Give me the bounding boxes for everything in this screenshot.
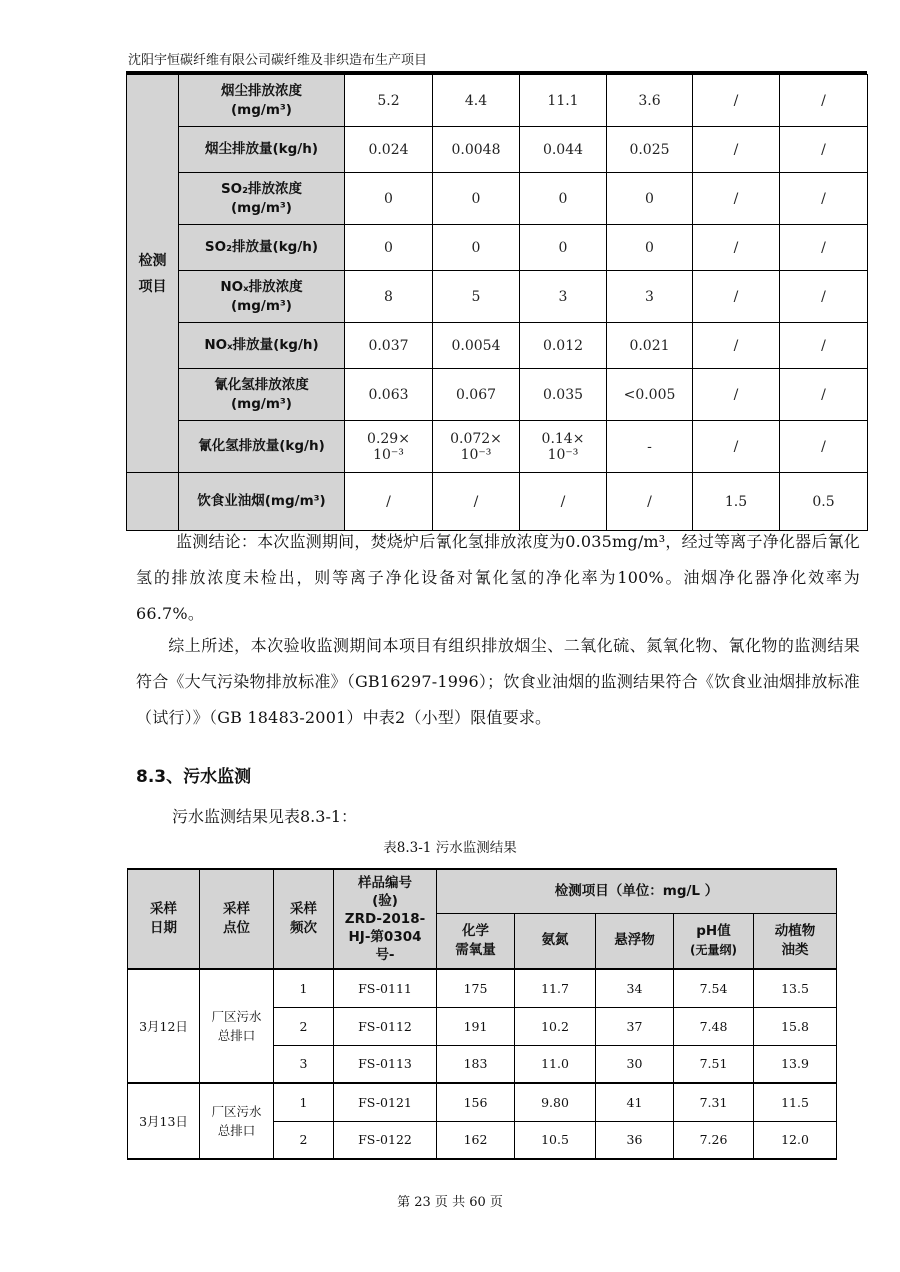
value-cell: 0.044 xyxy=(520,127,607,173)
category-cell-empty xyxy=(127,473,179,531)
frequency-cell: 2 xyxy=(274,1007,334,1045)
value-cell: 0.024 xyxy=(345,127,433,173)
wastewater-results-table xyxy=(127,868,837,1160)
value-cell: 0.021 xyxy=(607,323,693,369)
value-cell: 0.0054 xyxy=(433,323,520,369)
value-cell: 0 xyxy=(345,173,433,225)
ss-cell: 41 xyxy=(596,1083,674,1121)
value-cell: 0.072× 10⁻³ xyxy=(433,421,520,473)
value-cell: 3 xyxy=(520,271,607,323)
value-cell: 8 xyxy=(345,271,433,323)
sampling-date-cell: 3月13日 xyxy=(128,1083,200,1159)
value-cell: / xyxy=(345,473,433,531)
value-cell: <0.005 xyxy=(607,369,693,421)
frequency-cell: 2 xyxy=(274,1121,334,1159)
monitoring-conclusion-paragraph xyxy=(136,524,860,632)
item-label: 饮食业油烟(mg/m³) xyxy=(179,473,345,531)
value-cell: 0.035 xyxy=(520,369,607,421)
value-cell: / xyxy=(693,225,780,271)
value-cell: / xyxy=(520,473,607,531)
header-test-items: 检测项目（单位：mg/L ） xyxy=(437,869,837,913)
cod-cell: 162 xyxy=(437,1121,515,1159)
value-cell: / xyxy=(693,271,780,323)
cod-cell: 175 xyxy=(437,969,515,1007)
value-cell: 0.14× 10⁻³ xyxy=(520,421,607,473)
value-cell: / xyxy=(780,75,868,127)
value-cell: 0 xyxy=(607,173,693,225)
oil-cell: 15.8 xyxy=(754,1007,837,1045)
value-cell: 1.5 xyxy=(693,473,780,531)
table-row xyxy=(128,969,837,1007)
frequency-cell: 1 xyxy=(274,969,334,1007)
value-cell: / xyxy=(780,225,868,271)
emission-table-row xyxy=(127,271,868,323)
emission-table-row xyxy=(127,75,868,127)
value-cell: / xyxy=(693,323,780,369)
frequency-cell: 3 xyxy=(274,1045,334,1083)
category-cell: 检测 项目 xyxy=(127,75,179,473)
value-cell: / xyxy=(607,473,693,531)
ammonia-cell: 10.5 xyxy=(515,1121,596,1159)
ph-cell: 7.48 xyxy=(674,1007,754,1045)
cod-cell: 183 xyxy=(437,1045,515,1083)
value-cell: / xyxy=(693,127,780,173)
ph-label: pH值 xyxy=(696,922,731,939)
table-caption: 表8.3-1 污水监测结果 xyxy=(383,840,517,856)
cod-cell: 156 xyxy=(437,1083,515,1121)
value-cell: - xyxy=(607,421,693,473)
value-cell: 0 xyxy=(520,225,607,271)
value-cell: 5.2 xyxy=(345,75,433,127)
emission-table-row xyxy=(127,473,868,531)
header-sampling-location: 采样 点位 xyxy=(200,869,274,969)
value-cell: / xyxy=(780,323,868,369)
header-sample-number: 样品编号 (验) ZRD-2018- HJ-第0304 号- xyxy=(334,869,437,969)
item-label: 氰化氢排放量(kg/h) xyxy=(179,421,345,473)
cod-cell: 191 xyxy=(437,1007,515,1045)
ss-cell: 34 xyxy=(596,969,674,1007)
page-footer: 第 23 页 共 60 页 xyxy=(397,1195,503,1210)
value-cell: 0.29× 10⁻³ xyxy=(345,421,433,473)
ph-cell: 7.54 xyxy=(674,969,754,1007)
ammonia-cell: 11.7 xyxy=(515,969,596,1007)
value-cell: / xyxy=(693,75,780,127)
ph-cell: 7.26 xyxy=(674,1121,754,1159)
value-cell: / xyxy=(780,421,868,473)
emission-results-table xyxy=(126,74,868,531)
frequency-cell: 1 xyxy=(274,1083,334,1121)
oil-cell: 11.5 xyxy=(754,1083,837,1121)
emission-table-row xyxy=(127,225,868,271)
value-cell: 0.0048 xyxy=(433,127,520,173)
value-cell: / xyxy=(780,127,868,173)
ss-cell: 37 xyxy=(596,1007,674,1045)
value-cell: 0.5 xyxy=(780,473,868,531)
value-cell: 4.4 xyxy=(433,75,520,127)
value-cell: 0.012 xyxy=(520,323,607,369)
header-oil: 动植物 油类 xyxy=(754,913,837,969)
value-cell: 0.037 xyxy=(345,323,433,369)
ph-cell: 7.51 xyxy=(674,1045,754,1083)
document-header: 沈阳宇恒碳纤维有限公司碳纤维及非织造布生产项目 xyxy=(128,53,428,68)
table-row xyxy=(128,1083,837,1121)
item-label: NOₓ排放浓度 (mg/m³) xyxy=(179,271,345,323)
item-label: SO₂排放浓度 (mg/m³) xyxy=(179,173,345,225)
emission-table-row xyxy=(127,173,868,225)
header-ammonia: 氨氮 xyxy=(515,913,596,969)
sample-number-cell: FS-0113 xyxy=(334,1045,437,1083)
ph-cell: 7.31 xyxy=(674,1083,754,1121)
sample-number-cell: FS-0111 xyxy=(334,969,437,1007)
ss-cell: 30 xyxy=(596,1045,674,1083)
item-label: 烟尘排放量(kg/h) xyxy=(179,127,345,173)
value-cell: / xyxy=(693,173,780,225)
value-cell: 0 xyxy=(520,173,607,225)
item-label: 烟尘排放浓度 (mg/m³) xyxy=(179,75,345,127)
item-label: NOₓ排放量(kg/h) xyxy=(179,323,345,369)
value-cell: / xyxy=(780,271,868,323)
sampling-location-cell: 厂区污水 总排口 xyxy=(200,969,274,1083)
sampling-location-cell: 厂区污水 总排口 xyxy=(200,1083,274,1159)
value-cell: 0 xyxy=(345,225,433,271)
summary-paragraph xyxy=(136,628,860,736)
ph-unit: (无量纲) xyxy=(690,942,737,957)
value-cell: / xyxy=(693,369,780,421)
summary-text: 综上所述，本次验收监测期间本项目有组织排放烟尘、二氧化硫、氮氧化物、氰化物的监测结果符合《大气污染物排放标准》（GB16297-1996）；饮食业油烟的监测结果符合《饮食业油烟排放标准（试行）》（GB 18483-2001）中表2（小型）限值要求。 xyxy=(136,636,860,727)
value-cell: 0 xyxy=(607,225,693,271)
header-cod: 化学 需氧量 xyxy=(437,913,515,969)
value-cell: / xyxy=(693,421,780,473)
ss-cell: 36 xyxy=(596,1121,674,1159)
sampling-date-cell: 3月12日 xyxy=(128,969,200,1083)
emission-table-row xyxy=(127,323,868,369)
sample-number-cell: FS-0112 xyxy=(334,1007,437,1045)
value-cell: / xyxy=(433,473,520,531)
value-cell: 3 xyxy=(607,271,693,323)
ammonia-cell: 9.80 xyxy=(515,1083,596,1121)
header-sampling-frequency: 采样 频次 xyxy=(274,869,334,969)
value-cell: / xyxy=(780,369,868,421)
emission-table-row xyxy=(127,127,868,173)
value-cell: 5 xyxy=(433,271,520,323)
value-cell: 0 xyxy=(433,225,520,271)
header-sampling-date: 采样 日期 xyxy=(128,869,200,969)
value-cell: 0.063 xyxy=(345,369,433,421)
sample-number-cell: FS-0121 xyxy=(334,1083,437,1121)
oil-cell: 12.0 xyxy=(754,1121,837,1159)
emission-table-row xyxy=(127,421,868,473)
value-cell: 0.025 xyxy=(607,127,693,173)
sample-number-cell: FS-0122 xyxy=(334,1121,437,1159)
conclusion-text: 监测结论：本次监测期间，焚烧炉后氰化氢排放浓度为0.035mg/m³，经过等离子净化器后氰化氢的排放浓度未检出，则等离子净化设备对氰化氢的净化率为100%。油烟净化器净化效率为66.7%。 xyxy=(136,532,860,623)
header-ph xyxy=(674,913,754,969)
item-label: SO₂排放量(kg/h) xyxy=(179,225,345,271)
ammonia-cell: 11.0 xyxy=(515,1045,596,1083)
value-cell: 0 xyxy=(433,173,520,225)
header-suspended-solids: 悬浮物 xyxy=(596,913,674,969)
table-intro-text: 污水监测结果见表8.3-1： xyxy=(172,807,358,826)
oil-cell: 13.5 xyxy=(754,969,837,1007)
value-cell: 11.1 xyxy=(520,75,607,127)
value-cell: 0.067 xyxy=(433,369,520,421)
section-heading: 8.3、污水监测 xyxy=(136,767,252,787)
value-cell: 3.6 xyxy=(607,75,693,127)
emission-table-row xyxy=(127,369,868,421)
oil-cell: 13.9 xyxy=(754,1045,837,1083)
value-cell: / xyxy=(780,173,868,225)
item-label: 氰化氢排放浓度 (mg/m³) xyxy=(179,369,345,421)
ammonia-cell: 10.2 xyxy=(515,1007,596,1045)
